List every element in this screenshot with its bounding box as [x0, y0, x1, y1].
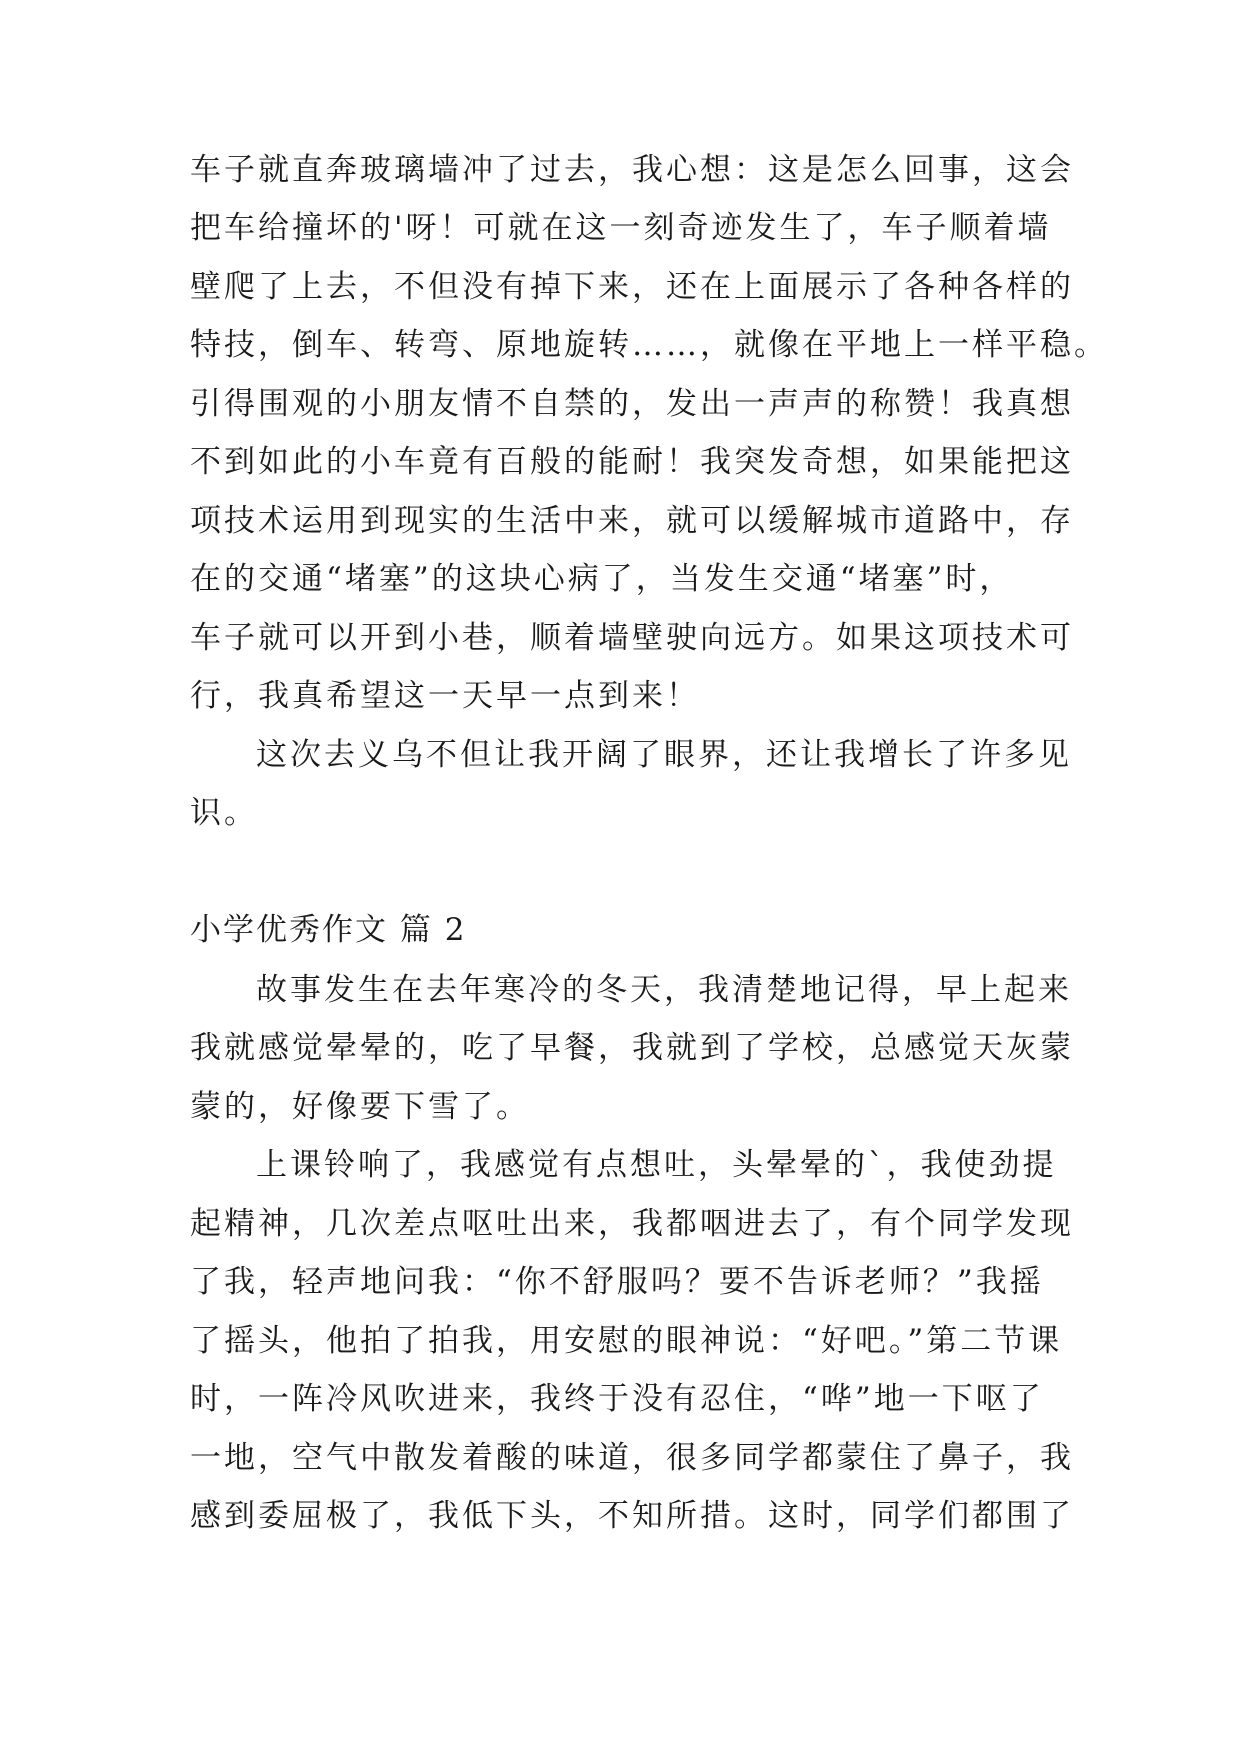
- text-line: 时，一阵冷风吹进来，我终于没有忍住，“哗”地一下呕了: [190, 1381, 1044, 1417]
- text-line: 这次去义乌不但让我开阔了眼界，还让我增长了许多见: [256, 737, 1072, 773]
- text-line: 了我，轻声地问我：“你不舒服吗？要不告诉老师？”我摇: [190, 1264, 1044, 1300]
- text-line: 把车给撞坏的'呀！可就在这一刻奇迹发生了，车子顺着墙: [190, 210, 1052, 246]
- text-line: 特技，倒车、转弯、原地旋转……，就像在平地上一样平稳。: [190, 327, 1108, 363]
- text-line: 一地，空气中散发着酸的味道，很多同学都蒙住了鼻子，我: [190, 1440, 1074, 1476]
- text-line: 引得围观的小朋友情不自禁的，发出一声声的称赞！我真想: [190, 386, 1074, 422]
- text-line: 项技术运用到现实的生活中来，就可以缓解城市道路中，存: [190, 503, 1074, 539]
- text-line: 车子就直奔玻璃墙冲了过去，我心想：这是怎么回事，这会: [190, 152, 1074, 188]
- text-line: 识。: [190, 795, 258, 831]
- text-line: 在的交通“堵塞”的这块心病了，当发生交通“堵塞”时，: [190, 561, 1014, 597]
- text-line: 车子就可以开到小巷，顺着墙壁驶向远方。如果这项技术可: [190, 620, 1074, 656]
- text-line: 感到委屈极了，我低下头，不知所措。这时，同学们都围了: [190, 1498, 1074, 1534]
- text-line: 上课铃响了，我感觉有点想吐，头晕晕的`，我使劲提: [256, 1147, 1057, 1183]
- text-line: 起精神，几次差点呕吐出来，我都咽进去了，有个同学发现: [190, 1206, 1074, 1242]
- text-line: 了摇头，他拍了拍我，用安慰的眼神说：“好吧。”第二节课: [190, 1323, 1063, 1359]
- text-line: 我就感觉晕晕的，吃了早餐，我就到了学校，总感觉天灰蒙: [190, 1030, 1074, 1066]
- text-line: 壁爬了上去，不但没有掉下来，还在上面展示了各种各样的: [190, 269, 1074, 305]
- text-line: 不到如此的小车竟有百般的能耐！我突发奇想，如果能把这: [190, 444, 1074, 480]
- section-heading: 小学优秀作文 篇 2: [190, 912, 467, 948]
- text-line: 故事发生在去年寒冷的冬天，我清楚地记得，早上起来: [256, 972, 1072, 1008]
- text-line: 蒙的，好像要下雪了。: [190, 1089, 530, 1125]
- text-line: 行，我真希望这一天早一点到来！: [190, 678, 700, 714]
